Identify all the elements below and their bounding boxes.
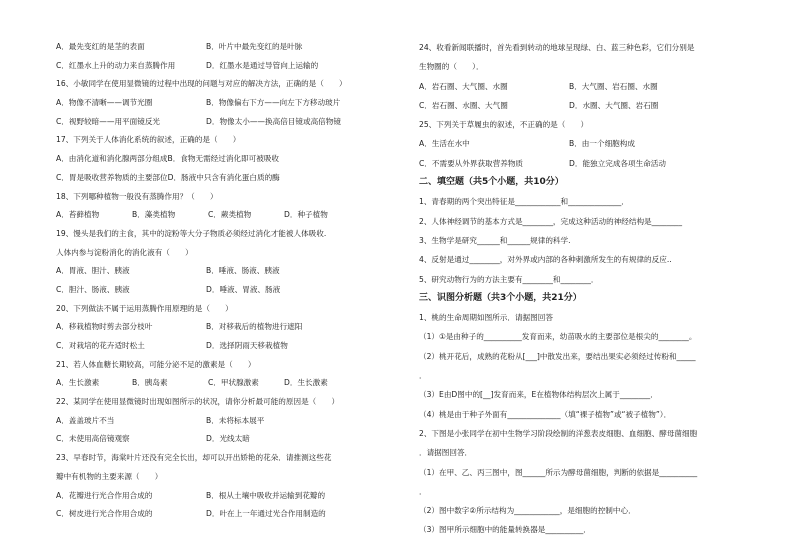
option-b: B．唾液、肠液、胰液 <box>206 266 280 276</box>
question-text: 24、收看新闻联播时，首先看到转动的地球呈现绿、白、蓝三种色彩，它们分别是 <box>419 43 695 52</box>
option-b: B．叶片中最先变红的是叶脉 <box>206 42 303 51</box>
option-a: A．岩石圈、大气圈、水圈 <box>419 81 508 91</box>
option-row <box>56 412 386 431</box>
question-text: 1、桃的生命周期如图所示．请据图回答 <box>419 313 553 323</box>
question-text: （4）桃是由于种子外面有______________（填“裸子植物”或“被子植物”）． <box>419 409 672 419</box>
option-a: C．对栽培的花卉适时松土 <box>56 341 145 350</box>
option-a: A．花瓣进行光合作用合成的 <box>56 490 153 500</box>
option-row <box>419 154 749 173</box>
question-text: A．由消化道和消化腺两部分组成B．食物无需经过消化即可被吸收 <box>56 154 280 164</box>
option-row <box>56 262 386 281</box>
option-row <box>56 94 386 113</box>
question-text: 3、生物学是研究______和______规律的科学. <box>419 235 571 245</box>
option-a: C．岩石圈、水圈、大气圈 <box>419 100 508 110</box>
option-b: D．选择阴雨天移栽植物 <box>206 341 288 350</box>
option-row <box>419 96 749 115</box>
option-row <box>56 113 386 132</box>
question-text: 4、反射是通过________，对外界或内部的各种刺激所发生的有规律的反应.. <box>419 255 672 265</box>
question-text: 5、研究动物行为的方法主要有________和________． <box>419 274 599 284</box>
question-text: 2、人体神经调节的基本方式是________，完成这种活动的神经结构是________ <box>419 216 683 226</box>
option-a: C．未使用高倍镜观察 <box>56 434 130 444</box>
option-row <box>419 134 749 153</box>
right-column <box>419 38 749 540</box>
option-b: B．物像偏右下方——向左下方移动玻片 <box>206 98 341 108</box>
option-b: D．光线太暗 <box>206 434 250 444</box>
option-a: C．红墨水上升的动力来自蒸腾作用 <box>56 60 176 70</box>
option-b: B．对移栽后的植物进行遮阳 <box>206 322 303 332</box>
question-text: 19、馒头是我们的主食，其中的淀粉等大分子物质必须经过消化才能被人体吸收. <box>56 228 327 238</box>
option-row <box>56 374 386 393</box>
question-text: （3）图甲所示细胞中的能量转换器是__________． <box>419 525 591 535</box>
question-text: 生物圈的（ ）． <box>419 62 484 72</box>
option-a: C．胆汁、肠液、胰液 <box>56 284 130 294</box>
question-text: 25、下列关于草履虫的叙述，不正确的是（ ） <box>419 120 589 130</box>
question-text: 人体内参与淀粉消化的消化液有（ ） <box>56 247 193 257</box>
option-b: D．唾液、胃液、肠液 <box>206 284 281 294</box>
option-a: C．视野较暗——用平面镜反光 <box>56 116 161 126</box>
question-text: 23、早春时节，海棠叶片还没有完全长出，却可以开出娇艳的花朵．请推测这些花 <box>56 453 332 463</box>
option-a: A．胃液、胆汁、胰液 <box>56 266 130 276</box>
option-row <box>56 206 386 225</box>
option-b: B．大气圈、岩石圈、水圈 <box>569 81 658 91</box>
question-text: （1）在甲、乙、丙三图中，图______所示为酵母菌细胞，判断的依据是__________ <box>419 467 698 477</box>
option-item: D．种子植物 <box>284 210 328 220</box>
question-text: 瓣中有机物的主要来源（ ） <box>56 471 163 481</box>
question-text: （1）①是由种子的__________发育而来，幼苗吸水的主要部位是根尖的________。 <box>419 332 697 342</box>
option-b: B．根从土壤中吸收并运输到花瓣的 <box>206 490 326 500</box>
option-item: D．生长激素 <box>284 378 328 388</box>
question-text: 22、某同学在使用显微镜时出现如图所示的状况，请你分析最可能的原因是（ ） <box>56 397 340 407</box>
question-text: （3）E由D图中的[__]发育而来，E在植物体结构层次上属于________． <box>419 390 658 400</box>
question-text: 20、下列做法不属于运用蒸腾作用原理的是（ ） <box>56 303 233 313</box>
option-row <box>56 281 386 300</box>
option-row <box>56 57 386 76</box>
option-row <box>56 337 386 356</box>
option-b: D．能独立完成各项生命活动 <box>569 158 666 168</box>
option-b: D．叶在上一年通过光合作用制造的 <box>206 509 326 519</box>
option-a: C．树皮进行光合作用合成的 <box>56 509 153 519</box>
question-text: 18、下列哪种植物一般没有蒸腾作用？（ ） <box>56 191 218 201</box>
option-row <box>56 487 386 506</box>
option-row <box>56 318 386 337</box>
question-text: ． <box>419 486 427 496</box>
option-item: C．甲状腺激素 <box>208 378 259 388</box>
option-row <box>56 430 386 449</box>
option-a: A．移栽植物时剪去部分枝叶 <box>56 322 153 332</box>
section-heading: 二、填空题（共5个小题，共10分） <box>419 177 564 188</box>
option-b: D．水圈、大气圈、岩石圈 <box>569 100 659 110</box>
question-text: ．请据图回答． <box>419 448 473 458</box>
option-a: A．盖盖玻片不当 <box>56 415 115 425</box>
option-row <box>56 38 386 57</box>
option-b: D．红墨水是通过导管向上运输的 <box>206 60 319 70</box>
question-text: C．胃是吸收营养物质的主要部位D．肠液中只含有消化蛋白质的酶 <box>56 172 280 182</box>
question-text: ． <box>419 371 427 381</box>
question-text: 21、若人体血糖长期较高，可能分泌不足的激素是（ ） <box>56 359 256 369</box>
option-item: B．藻类植物 <box>132 210 176 220</box>
option-b: B．由一个细胞构成 <box>569 139 635 149</box>
left-column <box>56 38 386 524</box>
option-a: A．物像不清晰——调节光圈 <box>56 98 153 108</box>
question-text: 17、下列关于人体消化系统的叙述，正确的是（ ） <box>56 135 241 145</box>
option-a: C．不需要从外界获取营养物质 <box>419 158 524 168</box>
option-a: A．最先变红的是茎的表面 <box>56 42 145 51</box>
option-item: A．生长激素 <box>56 378 100 388</box>
option-row <box>56 505 386 524</box>
question-text: （2）图中数字②所示结构为____________，是细胞的控制中心． <box>419 506 636 516</box>
question-text: 16、小敏同学在使用显微镜的过程中出现的问题与对应的解决方法，正确的是（ ） <box>56 79 347 89</box>
option-row <box>419 77 749 96</box>
option-item: A．苔藓植物 <box>56 210 100 220</box>
section-heading: 三、识图分析题（共3个小题，共21分） <box>419 292 582 303</box>
option-a: A．生活在水中 <box>419 139 470 149</box>
option-item: B．胰岛素 <box>132 378 168 388</box>
option-b: D．物像太小——换高倍目镜或高倍物镜 <box>206 116 341 126</box>
question-text: 1、青春期的两个突出特征是____________和______________． <box>419 197 629 207</box>
option-b: B．未将标本展平 <box>206 415 265 425</box>
option-item: C．蕨类植物 <box>208 210 252 220</box>
question-text: 2、下图是小张同学在初中生物学习阶段绘制的洋葱表皮细胞、血细胞、酵母菌细胞 <box>419 428 698 438</box>
question-text: （2）桃开花后，成熟的花粉从[___]中散发出来，要结出果实必须经过传粉和_____ <box>419 351 696 361</box>
